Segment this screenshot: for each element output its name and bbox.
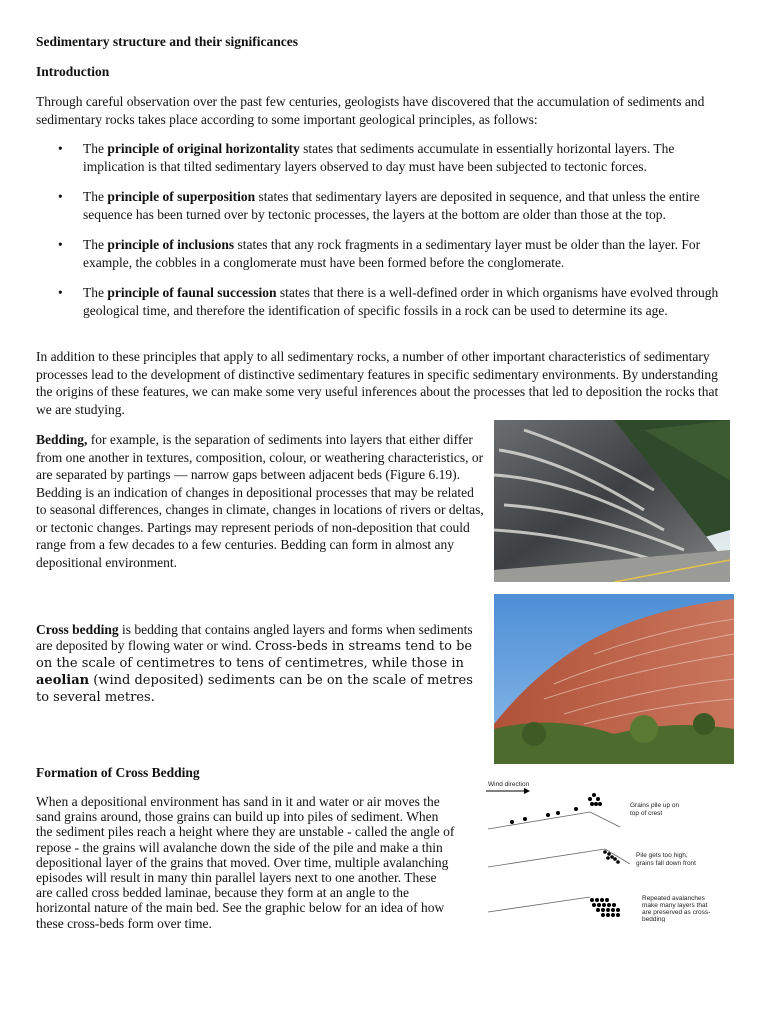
principle-term: principle of inclusions — [107, 237, 235, 252]
list-item: • The principle of inclusions states that any rock fragments in a sedimentary layer must be older than the layer. For example, the cobbles in a conglomerate must have been formed before the conglomerate. — [58, 237, 701, 270]
svg-text:are preserved as cross-: are preserved as cross- — [642, 909, 711, 916]
principle-term: principle of original horizontality — [107, 141, 300, 156]
cross-bedding-term: Cross bedding — [36, 622, 119, 637]
cross-bedding-diagram — [480, 772, 730, 922]
svg-text:top of crest: top of crest — [630, 810, 663, 817]
bullet-icon: • — [58, 141, 63, 156]
intro-heading: Introduction — [36, 64, 110, 79]
svg-text:grains fall down front: grains fall down front — [636, 860, 696, 867]
list-item: • The principle of faunal succession states that there is a well-defined order in which organisms have evolved through geological time, and therefore the identification of specific fossils in a rock can be used to determine its age. — [58, 285, 719, 318]
bedding-paragraph: Bedding, for example, is the separation of sediments into layers that either differ from one another in textures, composition, colour, or weathering characteristics, or are separated by partings — narrow gaps between adjacent beds (Figure 6.19). Bedding is an indication of changes in depositional processes that may be related to seasonal differences, changes in climate, changes in locations of rivers or deltas, or tectonic changes. Partings may represent periods of non-deposition that could range from a few decades to a few centuries. Bedding can form in almost any depositional environment. — [36, 432, 484, 570]
wind-direction-label: Wind direction — [488, 781, 530, 788]
svg-text:Repeated avalanches: Repeated avalanches — [642, 895, 705, 902]
svg-text:make many layers that: make many layers that — [642, 902, 708, 909]
principle-term: principle of superposition — [107, 189, 256, 204]
svg-text:bedding: bedding — [642, 916, 666, 922]
svg-text:Pile gets too high,: Pile gets too high, — [636, 852, 688, 859]
cross-bedding-paragraph: Cross bedding is bedding that contains angled layers and forms when sediments are deposited by flowing water or wind. Cross-beds in streams tend to be on the scale of centimetres to tens of centimetres, while those in aeolian (wind deposited) sediments can be on the scale of metres to several metres. — [36, 622, 473, 705]
formation-paragraph: When a depositional environment has sand in it and water or air moves the sand grains around, those grains can build up into piles of sediment. When the sediment piles reach a height where they are unstable - called the angle of repose - the grains will avalanche down the side of the pile and make a thin depositional layer of the grains that moved. Over time, multiple avalanching episodes will result in many thin parallel layers next to one another. These are called cross bedded laminae, because they form at an angle to the horizontal nature of the main bed. See the graphic below for an idea of how these cross-beds form over time. — [36, 794, 455, 931]
document-title: Sedimentary structure and their significances — [36, 34, 298, 49]
bedding-term: Bedding, — [36, 432, 88, 447]
intro-paragraph: Through careful observation over the past few centuries, geologists have discovered that the accumulation of sediments and sedimentary rocks takes place according to some important geological principles, as follows: — [36, 94, 705, 127]
list-item: • The principle of original horizontality states that sediments accumulate in essentially horizontal layers. The implication is that tilted sedimentary layers observed to day must have been subjected to tectonic forces. — [58, 141, 675, 174]
bullet-icon: • — [58, 285, 63, 300]
bullet-icon: • — [58, 189, 63, 204]
aeolian-term: aeolian — [36, 673, 90, 688]
bedding-photo — [494, 420, 730, 582]
formation-heading: Formation of Cross Bedding — [36, 765, 200, 780]
cross-bedding-photo — [494, 594, 734, 764]
bullet-icon: • — [58, 237, 63, 252]
list-item: • The principle of superposition states that sedimentary layers are deposited in sequence, and that unless the entire sequence has been turned over by tectonic processes, the layers at the bottom are older than those at the top. — [58, 189, 700, 222]
principle-term: principle of faunal succession — [107, 285, 277, 300]
principles-list — [36, 140, 736, 332]
svg-text:Grains pile up on: Grains pile up on — [630, 802, 680, 809]
additional-paragraph: In addition to these principles that apply to all sedimentary rocks, a number of other important characteristics of sedimentary processes lead to the development of distinctive sedimentary features in specific sedimentary environments. By understanding the origins of these features, we can make some very useful inferences about the processes that led to deposition the rocks that we are studying. — [36, 349, 719, 417]
